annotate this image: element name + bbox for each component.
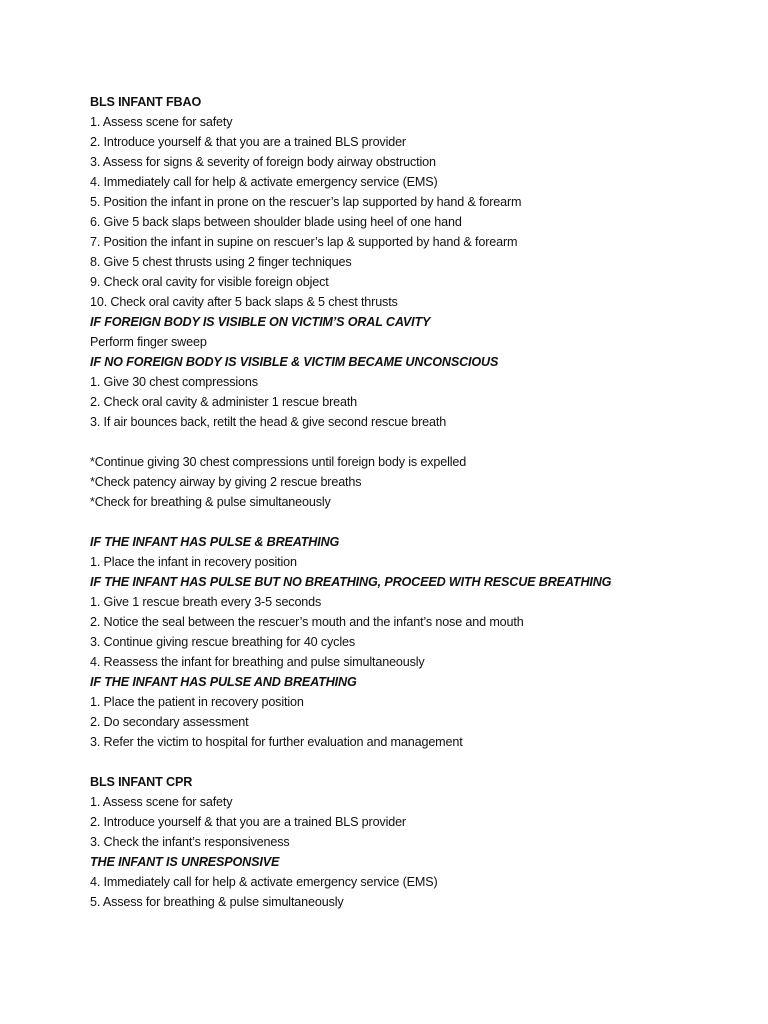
step-line: 9. Check oral cavity for visible foreign object — [90, 275, 329, 289]
note-line: *Check for breathing & pulse simultaneously — [90, 495, 331, 509]
step-line: 10. Check oral cavity after 5 back slaps & 5 chest thrusts — [90, 295, 398, 309]
step-line: 1. Assess scene for safety — [90, 115, 233, 129]
step-line: 2. Introduce yourself & that you are a trained BLS provider — [90, 135, 406, 149]
step-line: 3. If air bounces back, retilt the head & give second rescue breath — [90, 415, 447, 429]
subheading-victim-unconscious: IF NO FOREIGN BODY IS VISIBLE & VICTIM BECAME UNCONSCIOUS — [90, 355, 499, 369]
subheading-pulse-no-breathing: IF THE INFANT HAS PULSE BUT NO BREATHING, PROCEED WITH RESCUE BREATHING — [90, 575, 612, 589]
step-line: 1. Place the patient in recovery position — [90, 695, 304, 709]
step-line: 5. Assess for breathing & pulse simultaneously — [90, 895, 344, 909]
step-line: 8. Give 5 chest thrusts using 2 finger techniques — [90, 255, 352, 269]
step-line: 3. Check the infant’s responsiveness — [90, 835, 290, 849]
note-line: *Check patency airway by giving 2 rescue breaths — [90, 475, 362, 489]
step-line: Perform finger sweep — [90, 335, 207, 349]
subheading-pulse-and-breathing: IF THE INFANT HAS PULSE AND BREATHING — [90, 675, 357, 689]
section-title-cpr: BLS INFANT CPR — [90, 775, 193, 789]
step-line: 5. Position the infant in prone on the rescuer’s lap supported by hand & forearm — [90, 195, 522, 209]
subheading-pulse-breathing: IF THE INFANT HAS PULSE & BREATHING — [90, 535, 340, 549]
step-line: 1. Assess scene for safety — [90, 795, 233, 809]
spacer — [90, 512, 730, 532]
step-line: 4. Immediately call for help & activate emergency service (EMS) — [90, 875, 438, 889]
step-line: 3. Refer the victim to hospital for further evaluation and management — [90, 735, 463, 749]
step-line: 4. Reassess the infant for breathing and pulse simultaneously — [90, 655, 425, 669]
step-line: 3. Assess for signs & severity of foreign body airway obstruction — [90, 155, 436, 169]
step-line: 1. Place the infant in recovery position — [90, 555, 297, 569]
step-line: 4. Immediately call for help & activate emergency service (EMS) — [90, 175, 438, 189]
step-line: 2. Do secondary assessment — [90, 715, 249, 729]
document-body — [90, 92, 730, 912]
section-title-fbao: BLS INFANT FBAO — [90, 95, 202, 109]
step-line: 1. Give 1 rescue breath every 3-5 seconds — [90, 595, 322, 609]
note-line: *Continue giving 30 chest compressions until foreign body is expelled — [90, 455, 467, 469]
step-line: 3. Continue giving rescue breathing for 40 cycles — [90, 635, 355, 649]
subheading-infant-unresponsive: THE INFANT IS UNRESPONSIVE — [90, 855, 280, 869]
spacer — [90, 432, 730, 452]
subheading-foreign-body-visible: IF FOREIGN BODY IS VISIBLE ON VICTIM’S ORAL CAVITY — [90, 315, 431, 329]
spacer — [90, 752, 730, 772]
step-line: 2. Check oral cavity & administer 1 rescue breath — [90, 395, 358, 409]
step-line: 6. Give 5 back slaps between shoulder blade using heel of one hand — [90, 215, 462, 229]
step-line: 2. Notice the seal between the rescuer’s mouth and the infant’s nose and mouth — [90, 615, 524, 629]
step-line: 7. Position the infant in supine on rescuer’s lap & supported by hand & forearm — [90, 235, 518, 249]
step-line: 1. Give 30 chest compressions — [90, 375, 258, 389]
step-line: 2. Introduce yourself & that you are a trained BLS provider — [90, 815, 406, 829]
